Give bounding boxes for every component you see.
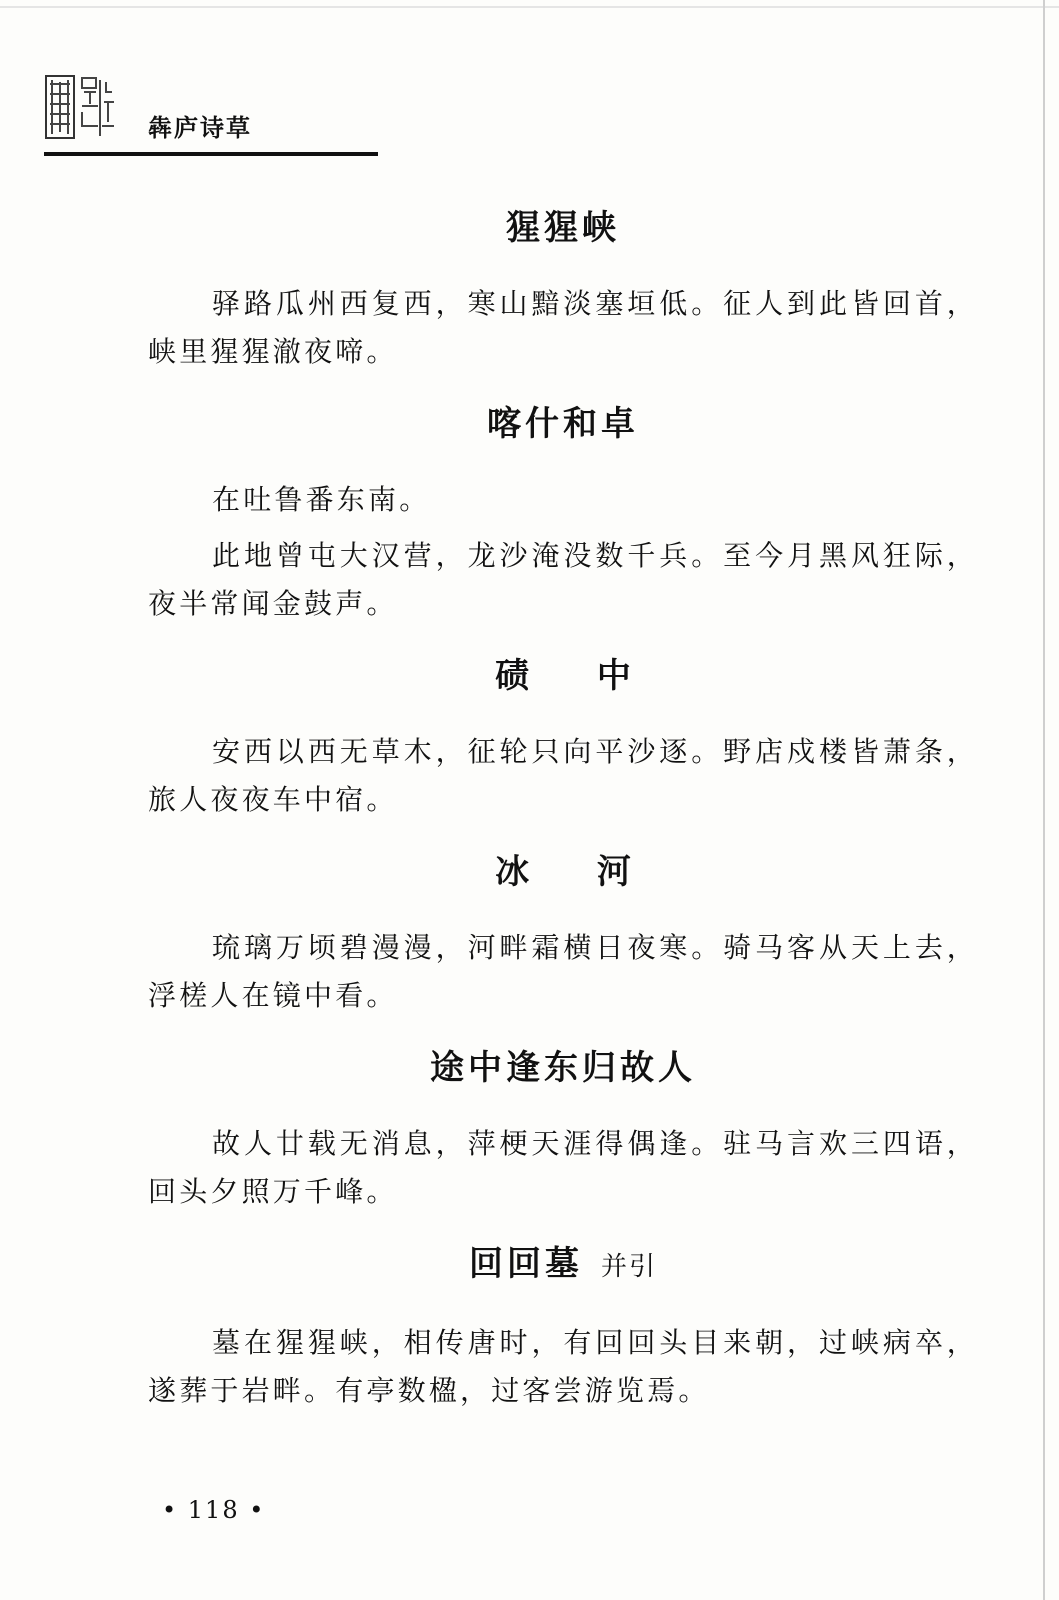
poem-title: 喀什和卓 — [487, 404, 639, 444]
seal-stamp-icon — [44, 72, 116, 142]
page-right-edge — [1043, 0, 1045, 1600]
running-head: 犇庐诗草 — [148, 114, 252, 142]
poem-title-row — [148, 1236, 978, 1295]
page-top-edge — [0, 6, 1059, 8]
page-content — [148, 200, 978, 1415]
poem-section — [148, 844, 978, 1020]
poem-title-note: 并引 — [600, 1252, 657, 1282]
header-rule — [44, 152, 378, 156]
page-number: • 118 • — [162, 1496, 266, 1524]
poem-text: 此地曾屯大汉营，龙沙淹没数千兵。至今月黑风狂际，夜半常闻金鼓声。 — [148, 539, 978, 620]
poem-section — [148, 1040, 978, 1216]
poem-section — [148, 648, 978, 824]
poem-section — [148, 396, 978, 628]
poem-section — [148, 200, 978, 376]
poem-preface: 墓在猩猩峡，相传唐时，有回回头目来朝，过峡病卒，遂葬于岩畔。有亭数楹，过客尝游览焉。 — [148, 1326, 978, 1407]
poem-text: 故人廿载无消息，萍梗天涯得偶逢。驻马言欢三四语，回头夕照万千峰。 — [148, 1127, 978, 1208]
poem-title: 途中逢东归故人 — [430, 1048, 696, 1088]
poem-preface: 在吐鲁番东南。 — [212, 483, 431, 516]
poem-text: 安西以西无草木，征轮只向平沙逐。野店戍楼皆萧条，旅人夜夜车中宿。 — [148, 735, 978, 816]
poem-title: 碛 中 — [495, 656, 659, 696]
poem-title: 猩猩峡 — [506, 208, 620, 248]
poem-section — [148, 1236, 978, 1415]
poem-text: 驿路瓜州西复西，寒山黯淡塞垣低。征人到此皆回首，峡里猩猩澈夜啼。 — [148, 287, 978, 368]
poem-title: 回回墓 — [468, 1244, 583, 1284]
poem-text: 琉璃万顷碧漫漫，河畔霜横日夜寒。骑马客从天上去，浮槎人在镜中看。 — [148, 931, 978, 1012]
poem-title: 冰 河 — [495, 852, 659, 892]
